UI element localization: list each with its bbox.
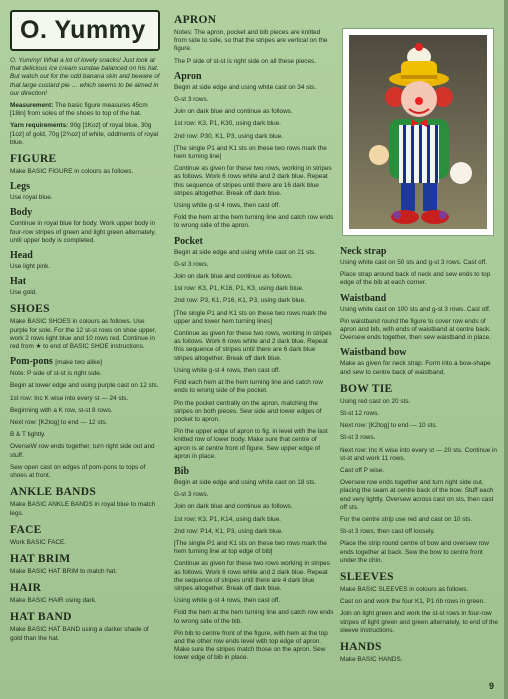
sleeves-step: Join on light green and work the st-st rows in four-row stripes of light green and green alternately, to end of the sleeve instructions.	[340, 610, 498, 634]
pocket-step: 1st row: K3, P1, K16, P1, K3, using dark blue.	[174, 285, 304, 293]
apron-step: Fold the hem at the hem turning line and catch row ends to wrong side of the apron.	[174, 214, 334, 230]
waistband-step: Pin waistband round the figure to cover row ends of apron and bib, with ends of waistband at centre back. Oversew ends together, then sew waistband in place.	[340, 317, 491, 342]
apron-step: Begin at side edge and using white cast on 34 sts.	[174, 83, 317, 91]
title-box	[10, 10, 160, 51]
pocket-step: Continue as given for these two rows, working in stripes as follows. Work 6 rows white and 2 dark blue. Repeat this sequence of stripes until there are 6 dark blue stripes altogether. Break off dark blue.	[174, 330, 332, 362]
bib-step: G-st 3 rows.	[174, 491, 209, 499]
page-edge	[504, 0, 508, 699]
bow-tie-step: Next row: [K2tog] to end — 10 sts.	[340, 422, 438, 430]
apron-step: G-st 3 rows.	[174, 96, 209, 104]
page-title: O. Yummy	[20, 16, 146, 44]
bow-tie-heading: BOW TIE	[340, 382, 393, 395]
apron-step: Join on dark blue and continue as follows.	[174, 108, 293, 116]
bib-step: Continue as given for these two rows working in stripes as follows. Work 6 rows white and 2 dark blue. Repeat the sequence of stripes until there are 4 dark blue stripes altogether. Break off dark blue.	[174, 560, 330, 592]
hair-heading: HAIR	[10, 582, 42, 595]
band-heading: HAT BAND	[10, 611, 72, 624]
pocket-step: Pin the pocket centrally on the apron, matching the stripes on both pieces. Sew side and lower edges of pocket to apron.	[174, 399, 322, 423]
page-number: 9	[488, 681, 494, 691]
bow-tie-step: St-st 12 rows.	[340, 410, 380, 418]
bib-step: [The single P1 and K1 sts on these two rows mark the hem turning line at top edge of bib]	[174, 539, 327, 556]
apron-step: 1st row: K3, P1, K30, using dark blue.	[174, 120, 281, 128]
intro-text: O. Yummy! What a lot of lovely snacks! Just look at that delicious ice cream sundae balanced on his hat. But watch out for the odd banana skin and beware of that large custard pie … which seems to be aimed in our direction!	[10, 57, 160, 97]
bib-step: Join on dark blue and continue as follows.	[174, 503, 293, 511]
bib-step: Using white g-st 4 rows, then cast off.	[174, 597, 281, 605]
bow-tie-step: Next row: Inc K wise into every st — 20 sts. Continue in st-st and work 11 rows.	[340, 446, 497, 462]
pompons-step: Sew open cast on edges of pom-pons to tops of shoes at front.	[10, 463, 146, 480]
clown-illustration	[349, 35, 487, 229]
column-left	[10, 10, 160, 647]
bib-step: 2nd row: P14, K1, P3, using dark blue.	[174, 527, 284, 535]
hands-text: Make BASIC HANDS.	[340, 656, 403, 664]
measurement-paragraph: Measurement: The basic figure measures 45cm [18in] from soles of the shoes to top of the hat.	[10, 102, 148, 118]
pocket-step: 2nd row: P3, K1, P16, K1, P3, using dark blue.	[174, 297, 306, 305]
bow-tie-step: Cast off P wise.	[340, 467, 385, 475]
bib-subheading: Bib	[174, 465, 190, 477]
pocket-step: Fold each hem at the hem turning line and catch row ends to wrong side of the pocket.	[174, 379, 323, 395]
bib-step: Fold the hem at the hem turning line and catch row ends to wrong side of the bib.	[174, 609, 334, 625]
legs-text: Use royal blue.	[10, 194, 53, 202]
body-text: Continue in royal blue for body. Work upper body in four-row stripes of green and light green alternately, until upper body is completed.	[10, 220, 156, 244]
bow-tie-step: St-st 3 rows.	[340, 434, 376, 442]
ankle-text: Make BASIC ANKLE BANDS in royal blue to match legs.	[10, 501, 156, 517]
apron-heading: APRON	[174, 14, 217, 26]
apron-notes2: The P side of st-st is right side on all these pieces.	[174, 57, 316, 65]
pompons-step: 1st row: Inc K wise into every st — 24 sts.	[10, 394, 129, 402]
hat-text: Use gold.	[10, 289, 37, 297]
apron-step: 2nd row: P30, K1, P3, using dark blue.	[174, 132, 284, 140]
brim-heading: HAT BRIM	[10, 552, 71, 565]
custard-pie-icon	[369, 145, 389, 165]
hands-heading: HANDS	[340, 641, 382, 654]
bib-step: 1st row: K3, P1, K14, using dark blue.	[174, 515, 281, 523]
apron-step: Using white g-st 4 rows, then cast off.	[174, 202, 281, 210]
bow-tie-step: Oversew row ends together and turn right side out, placing the seam at centre back of the bow. Stuff each end very lightly. Oversew across cast on sts, then cast off sts.	[340, 479, 494, 511]
bib-step: Pin bib to centre front of the figure, with hem at the top and the other row ends level with top edge of apron. Make sure the stripes match those on the apron. Sew lower edge of bib in place.	[174, 629, 328, 662]
head-heading: Head	[10, 250, 33, 262]
band-text: Make BASIC HAT BAND using a darker shade of gold than the hat.	[10, 626, 149, 642]
column-middle	[174, 14, 334, 667]
pompons-note: Note: P side of st-st is right side.	[10, 370, 102, 378]
body-heading: Body	[10, 207, 33, 219]
hair-text: Make BASIC HAIR using dark.	[10, 597, 97, 605]
bow-tie-step: Using red cast on 20 sts.	[340, 397, 411, 405]
shoes-heading: SHOES	[10, 303, 50, 316]
face-text: Work BASIC FACE.	[10, 538, 66, 546]
pocket-step: Join on dark blue and continue as follows.	[174, 273, 293, 281]
pompons-step: B & T tightly.	[10, 431, 46, 439]
bib-step: Begin at side edge and using white cast on 18 sts.	[174, 478, 317, 486]
plate-icon	[450, 162, 472, 184]
head-text: Use light pink.	[10, 263, 51, 271]
apron-step: [The single P1 and K1 sts on these two rows mark the hem turning line]	[174, 144, 327, 161]
hat-heading: Hat	[10, 276, 27, 288]
figure-heading: FIGURE	[10, 153, 57, 166]
column-right	[340, 246, 500, 668]
waistband-step: Using white cast on 100 sts and g-st 3 rows. Cast off.	[340, 305, 491, 313]
bow-tie-step: Place the strip round centre of bow and oversew row ends together at back. Sew the bow to centre front under the chin.	[340, 540, 489, 564]
bow-tie-step: St-st 3 rows, then cast off loosely.	[340, 528, 435, 536]
pompons-step: Next row: [K2tog] to end — 12 sts.	[10, 419, 108, 427]
pocket-step: G-st 3 rows.	[174, 260, 209, 268]
pocket-step: Begin at side edge and using white cast on 21 sts.	[174, 248, 317, 256]
brim-text: Make BASIC HAT BRIM to match hat.	[10, 567, 118, 575]
figure-text: Make BASIC FIGURE in colours as follows.	[10, 168, 134, 176]
waistband-subheading: Waistband	[340, 292, 387, 304]
pompons-step: Begin at lower edge and using purple cast on 12 sts.	[10, 382, 159, 390]
neck-strap-subheading: Neck strap	[340, 246, 387, 257]
sleeves-step: Cast on and work the four K1, P1 rib rows in green.	[340, 598, 485, 606]
pompons-heading: Pom-pons [make two alike]	[10, 356, 102, 368]
ankle-heading: ANKLE BANDS	[10, 486, 97, 499]
apron-notes: Notes: The apron, pocket and bib pieces are knitted from side to side, so that the stripes are vertical on the figure.	[174, 29, 328, 53]
pompons-step: OverseW row ends together, turn right side out and stuff.	[10, 443, 155, 459]
pocket-step: Pin the upper edge of apron to fig. in level with the last knitted row of lower body. Make sure that centre of apron is at centre front of figure. Sew upper edge of apron in place.	[174, 428, 328, 460]
yarn-paragraph: Yarn requirements: 90g [1Koz] of royal blue, 30g [1oz] of gold, 70g [2¾oz] of white, oddments of royal blue.	[10, 122, 159, 146]
waistband-bow-subheading: Waistband bow	[340, 347, 407, 359]
face-heading: FACE	[10, 523, 42, 536]
neck-strap-step: Place strap around back of neck and sew ends to top edge of the bib at each corner.	[340, 271, 491, 287]
clown-photo	[342, 28, 494, 236]
pocket-subheading: Pocket	[174, 235, 203, 247]
shoes-text: Make BASIC SHOES in colours as follows. Use purple for sole. For the 12 st-st rows on shoe upper, work 2 rows light blue and 10 rows red. Continue in red from ★ to end of BASIC SHOE instructions.	[10, 318, 157, 351]
waistband-bow-text: Make as given for neck strap. Form into a bow-shape and sew to centre back of waistband.	[340, 360, 491, 376]
bow-tie-step: For the centre strip use red and cast on 10 sts.	[340, 516, 473, 524]
pocket-step: [The single P1 and K1 sts on these two rows mark the upper and lower hem turning lines]	[174, 309, 327, 325]
clown-figure-image	[349, 35, 487, 229]
apron-step: Continue as given for these two rows, working in stripes as follows. Work 6 rows white and 2 dark blue. Repeat this sequence of stripes until there are 16 dark blue stripes altogether. Break off dark blue.	[174, 165, 332, 197]
pompons-step: Beginning with a K row, st-st 8 rows.	[10, 406, 113, 414]
sleeves-step: Make BASIC SLEEVES in colours as follows.	[340, 586, 469, 594]
apron-subheading: Apron	[174, 70, 202, 82]
pocket-step: Using white g-st 4 rows, then cast off.	[174, 366, 281, 374]
legs-heading: Legs	[10, 181, 30, 193]
neck-strap-step: Using white cast on 50 sts and g-st 3 rows. Cast off.	[340, 259, 487, 266]
sleeves-heading: SLEEVES	[340, 571, 394, 584]
